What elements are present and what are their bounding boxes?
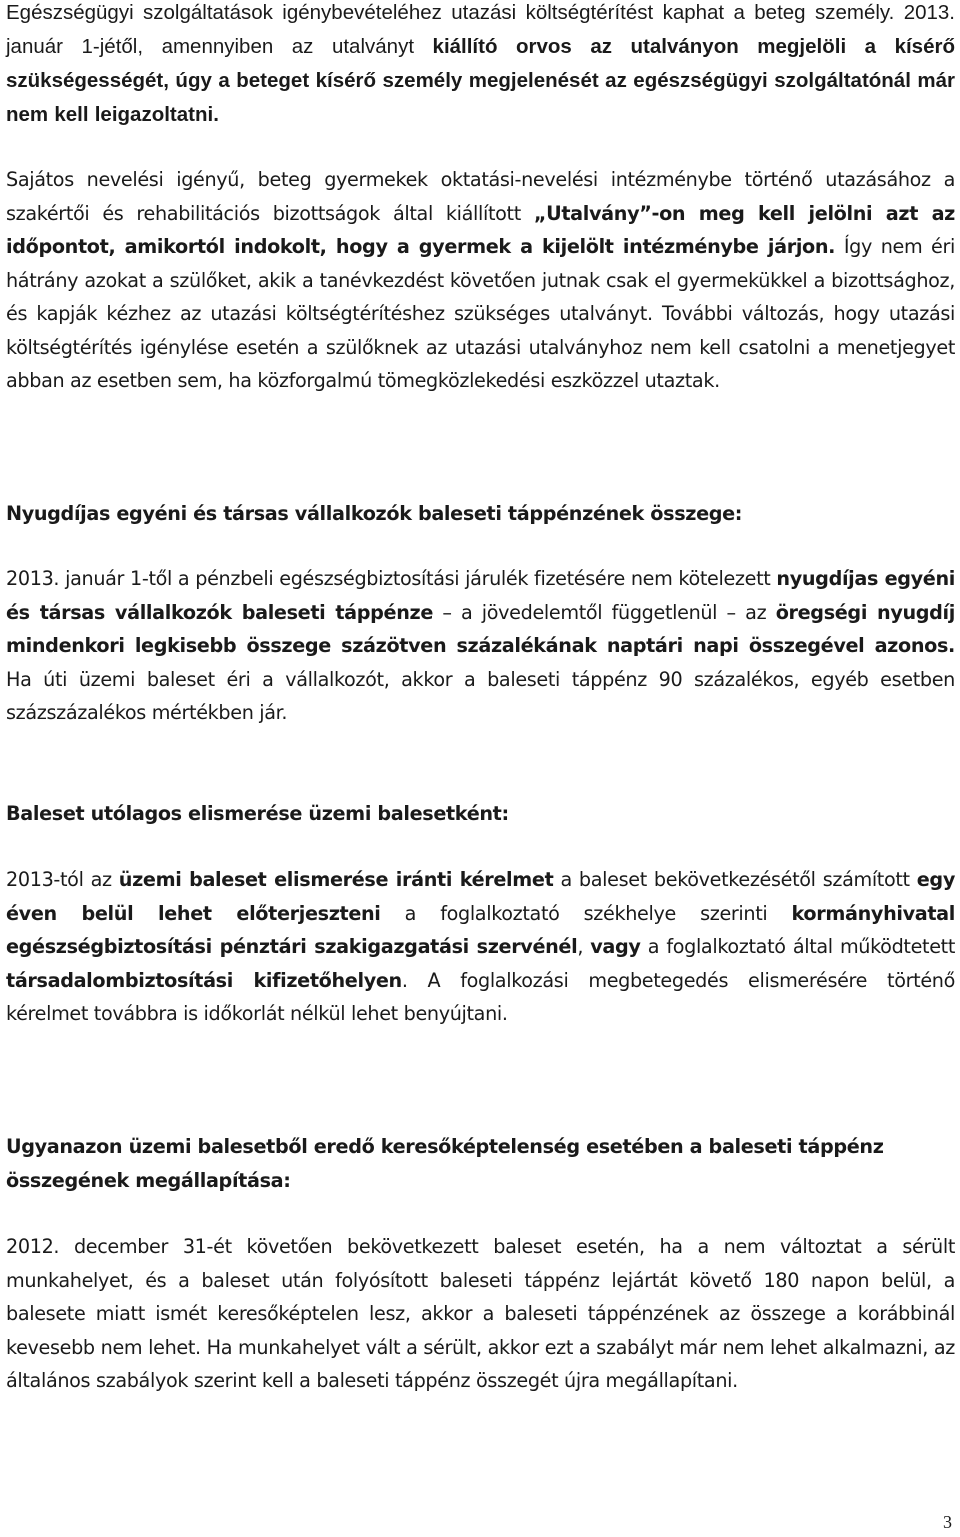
section-heading: Nyugdíjas egyéni és társas vállalkozók baleseti táppénzének összege: xyxy=(6,502,743,525)
paragraph-pensioner-entrepreneurs xyxy=(6,562,955,730)
paragraph-text: 2013-tól az xyxy=(6,868,119,891)
paragraph-text: Így nem éri hátrány azokat a szülőket, akik a tanévkezdést követően jutnak csak el gyermekükkel a bizottsághoz, és kapják kézhez az utazási költségtérítéshez szükséges utalványt. További változás, hogy utazási költségtérítés igénylése esetén a szülőknek az utazási utalványhoz nem kell csatolni a menetjegyet abban az esetben sem, ha közforgalmú tömegközlekedési eszközzel utaztak. xyxy=(6,235,955,392)
paragraph-bold-text: „Utalvány”-on meg kell jelölni azt az időpontot, amikortól indokolt, hogy a gyermek a kijelölt intézménybe járjon. xyxy=(6,201,955,258)
paragraph-text: a baleset bekövetkezésétől számított xyxy=(553,868,917,891)
paragraph-sick-pay-amount: 2012. december 31-ét követően bekövetkezett baleset esetén, ha a nem változtat a sérült munkahelyet, és a baleset után folyósított baleseti táppénz lejártát követő 180 napon belül, a balesete miatt ismét keresőképtelen lesz, akkor a baleseti táppénzének az összege a korábbinál kevesebb nem lehet. Ha munkahelyet vált a sérült, akkor ezt a szabályt már nem lehet alkalmazni, az általános szabályok szerint kell a baleseti táppénz összegét újra megállapítani. xyxy=(6,1235,955,1392)
section-heading: Baleset utólagos elismerése üzemi balesetként: xyxy=(6,802,509,825)
paragraph-bold-text: vagy xyxy=(590,935,641,958)
paragraph-special-needs xyxy=(6,163,955,398)
paragraph-text: 2013. január 1-től a pénzbeli egészségbiztosítási járulék fizetésére nem kötelezett xyxy=(6,567,777,590)
paragraph-bold-text: kiállító orvos az utalványon megjelöli a kísérő szükségességét, úgy a beteget kísérő személy megjelenését az egészségügyi szolgáltatónál már nem kell leigazoltatni. xyxy=(6,35,955,126)
paragraph-text: , xyxy=(577,935,591,958)
paragraph-accident-recognition xyxy=(6,863,955,1031)
paragraph-bold-text: üzemi baleset elismerése iránti kérelmet xyxy=(118,868,554,891)
paragraph-travel-costs xyxy=(6,0,955,132)
paragraph-bold-text: nyugdíjas egyéni és társas vállalkozók baleseti táppénze xyxy=(6,567,956,624)
paragraph-text: . A foglalkozási megbetegedés elismerésére történő kérelmet továbbra is időkorlát nélkül lehet benyújtani. xyxy=(6,968,955,1025)
paragraph-text: a foglalkoztató által működtetett xyxy=(640,935,956,958)
paragraph-text: Ha úti üzemi baleset éri a vállalkozót, akkor a baleseti táppénz 90 százalékos, egyéb esetben százszázalékos mértékben jár. xyxy=(6,667,955,724)
page-number: 3 xyxy=(943,1512,952,1532)
paragraph-bold-text: társadalombiztosítási kifizetőhelyen xyxy=(6,968,402,992)
paragraph-bold-text: öregségi nyugdíj mindenkori legkisebb összege százötven százalékának naptári napi összegével azonos. xyxy=(6,600,956,657)
paragraph-bold-text: egy éven belül lehet előterjeszteni xyxy=(6,868,955,925)
paragraph-text: Egészségügyi szolgáltatások igénybevételéhez utazási költségtérítést kaphat a beteg személy. 2013. január 1-jétől, amennyiben az utalványt xyxy=(6,1,955,58)
paragraph-text: Sajátos nevelési igényű, beteg gyermekek oktatási-nevelési intézménybe történő utazásához a szakértői és rehabilitációs bizottságok által kiállított xyxy=(6,168,955,225)
section-heading: Ugyanazon üzemi balesetből eredő keresőképtelenség esetében a baleseti táppénz összegének megállapítása: xyxy=(6,1135,884,1192)
paragraph-text: – a jövedelemtől függetlenül – az xyxy=(433,600,776,624)
paragraph-bold-text: kormányhivatal egészségbiztosítási pénztári szakigazgatási szervénél xyxy=(6,901,956,958)
paragraph-text: a foglalkoztató székhelye szerinti xyxy=(380,901,792,925)
